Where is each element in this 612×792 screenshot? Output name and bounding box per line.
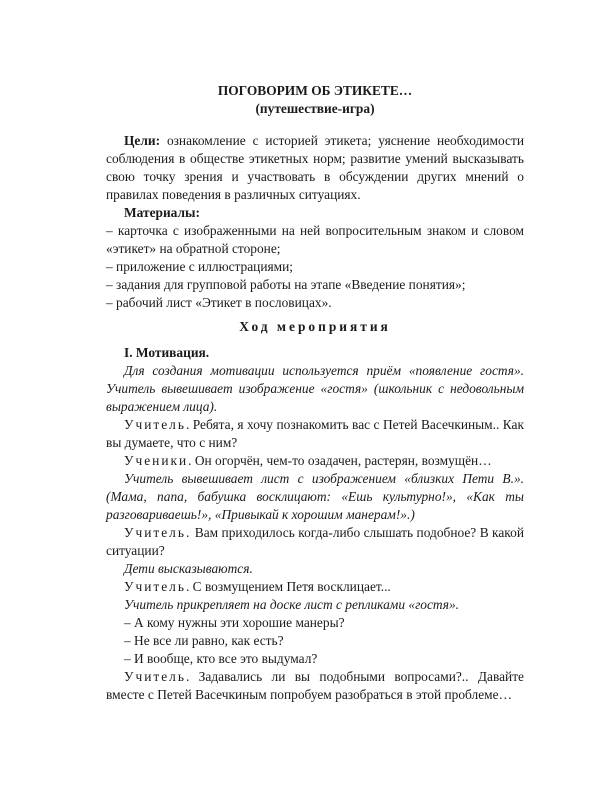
paragraph-teacher-question: Учитель. Вам приходилось когда-либо слышать подобное? В какой ситуации? xyxy=(106,525,524,558)
paragraph-relatives-sheet: Учитель вывешивает лист с изображением «близких Пети В.». (Мама, папа, бабушка восклицают: «Ешь культурно!», «Как ты разговариваешь!», «Привыкай к хорошим манерам!».) xyxy=(106,471,524,522)
document-content xyxy=(106,82,524,704)
speaker-teacher: Учитель. xyxy=(124,525,192,540)
reply-item: – И вообще, кто все это выдумал? xyxy=(124,651,318,666)
document-title: ПОГОВОРИМ ОБ ЭТИКЕТЕ… xyxy=(217,83,413,98)
goals-text: ознакомление с историей этикета; уяснение необходимости соблюдения в обществе этикетных норм; развитие умений высказывать свою точку зрения и участвовать в обсуждении других мнений о правилах поведения в различных ситуациях. xyxy=(106,133,524,202)
materials-item: – карточка с изображенными на ней вопросительным знаком и словом «этикет» на обратной стороне; xyxy=(106,223,524,256)
section-motivation-heading: I. Мотивация. xyxy=(124,345,210,360)
materials-item: – рабочий лист «Этикет в пословицах». xyxy=(106,295,332,310)
speaker-students: Ученики xyxy=(124,453,189,468)
reply-item: – А кому нужны эти хорошие манеры? xyxy=(124,615,345,630)
reply-item: – Не все ли равно, как есть? xyxy=(124,633,284,648)
speaker-teacher: Учитель xyxy=(124,669,186,684)
materials-item: – приложение с иллюстрациями; xyxy=(106,259,294,274)
paragraph-teacher-petya: Учитель. С возмущением Петя восклицает... xyxy=(124,579,391,594)
speaker-teacher: Учитель xyxy=(124,417,186,432)
paragraph-replicas-sheet: Учитель прикрепляет на доске лист с репликами «гостя». xyxy=(124,597,460,612)
goals-label: Цели: xyxy=(124,133,161,148)
section-heading: Ход мероприятия xyxy=(239,319,391,334)
document-subtitle: (путешествие-игра) xyxy=(255,101,375,116)
paragraph-teacher-conclusion: Учитель. Задавались ли вы подобными вопросами?.. Давайте вместе с Петей Васечкиным попробуем разобраться в этой проблеме… xyxy=(106,669,524,702)
speaker-teacher: Учитель xyxy=(124,579,186,594)
materials-label: Материалы: xyxy=(124,205,200,220)
paragraph-students-reply: Ученики. Он огорчён, чем-то озадачен, растерян, возмущён… xyxy=(124,453,492,468)
paragraph-teacher-intro: Учитель. Ребята, я хочу познакомить вас с Петей Васечкиным.. Как вы думаете, что с ним? xyxy=(106,417,524,450)
goals-paragraph xyxy=(106,132,524,204)
paragraph-motivation-intro: Для создания мотивации используется приём «появление гостя». Учитель вывешивает изображение «гостя» (школьник с недовольным выражением лица). xyxy=(106,363,524,414)
paragraph-children-speak: Дети высказываются. xyxy=(124,561,253,576)
materials-item: – задания для групповой работы на этапе «Введение понятия»; xyxy=(106,277,466,292)
